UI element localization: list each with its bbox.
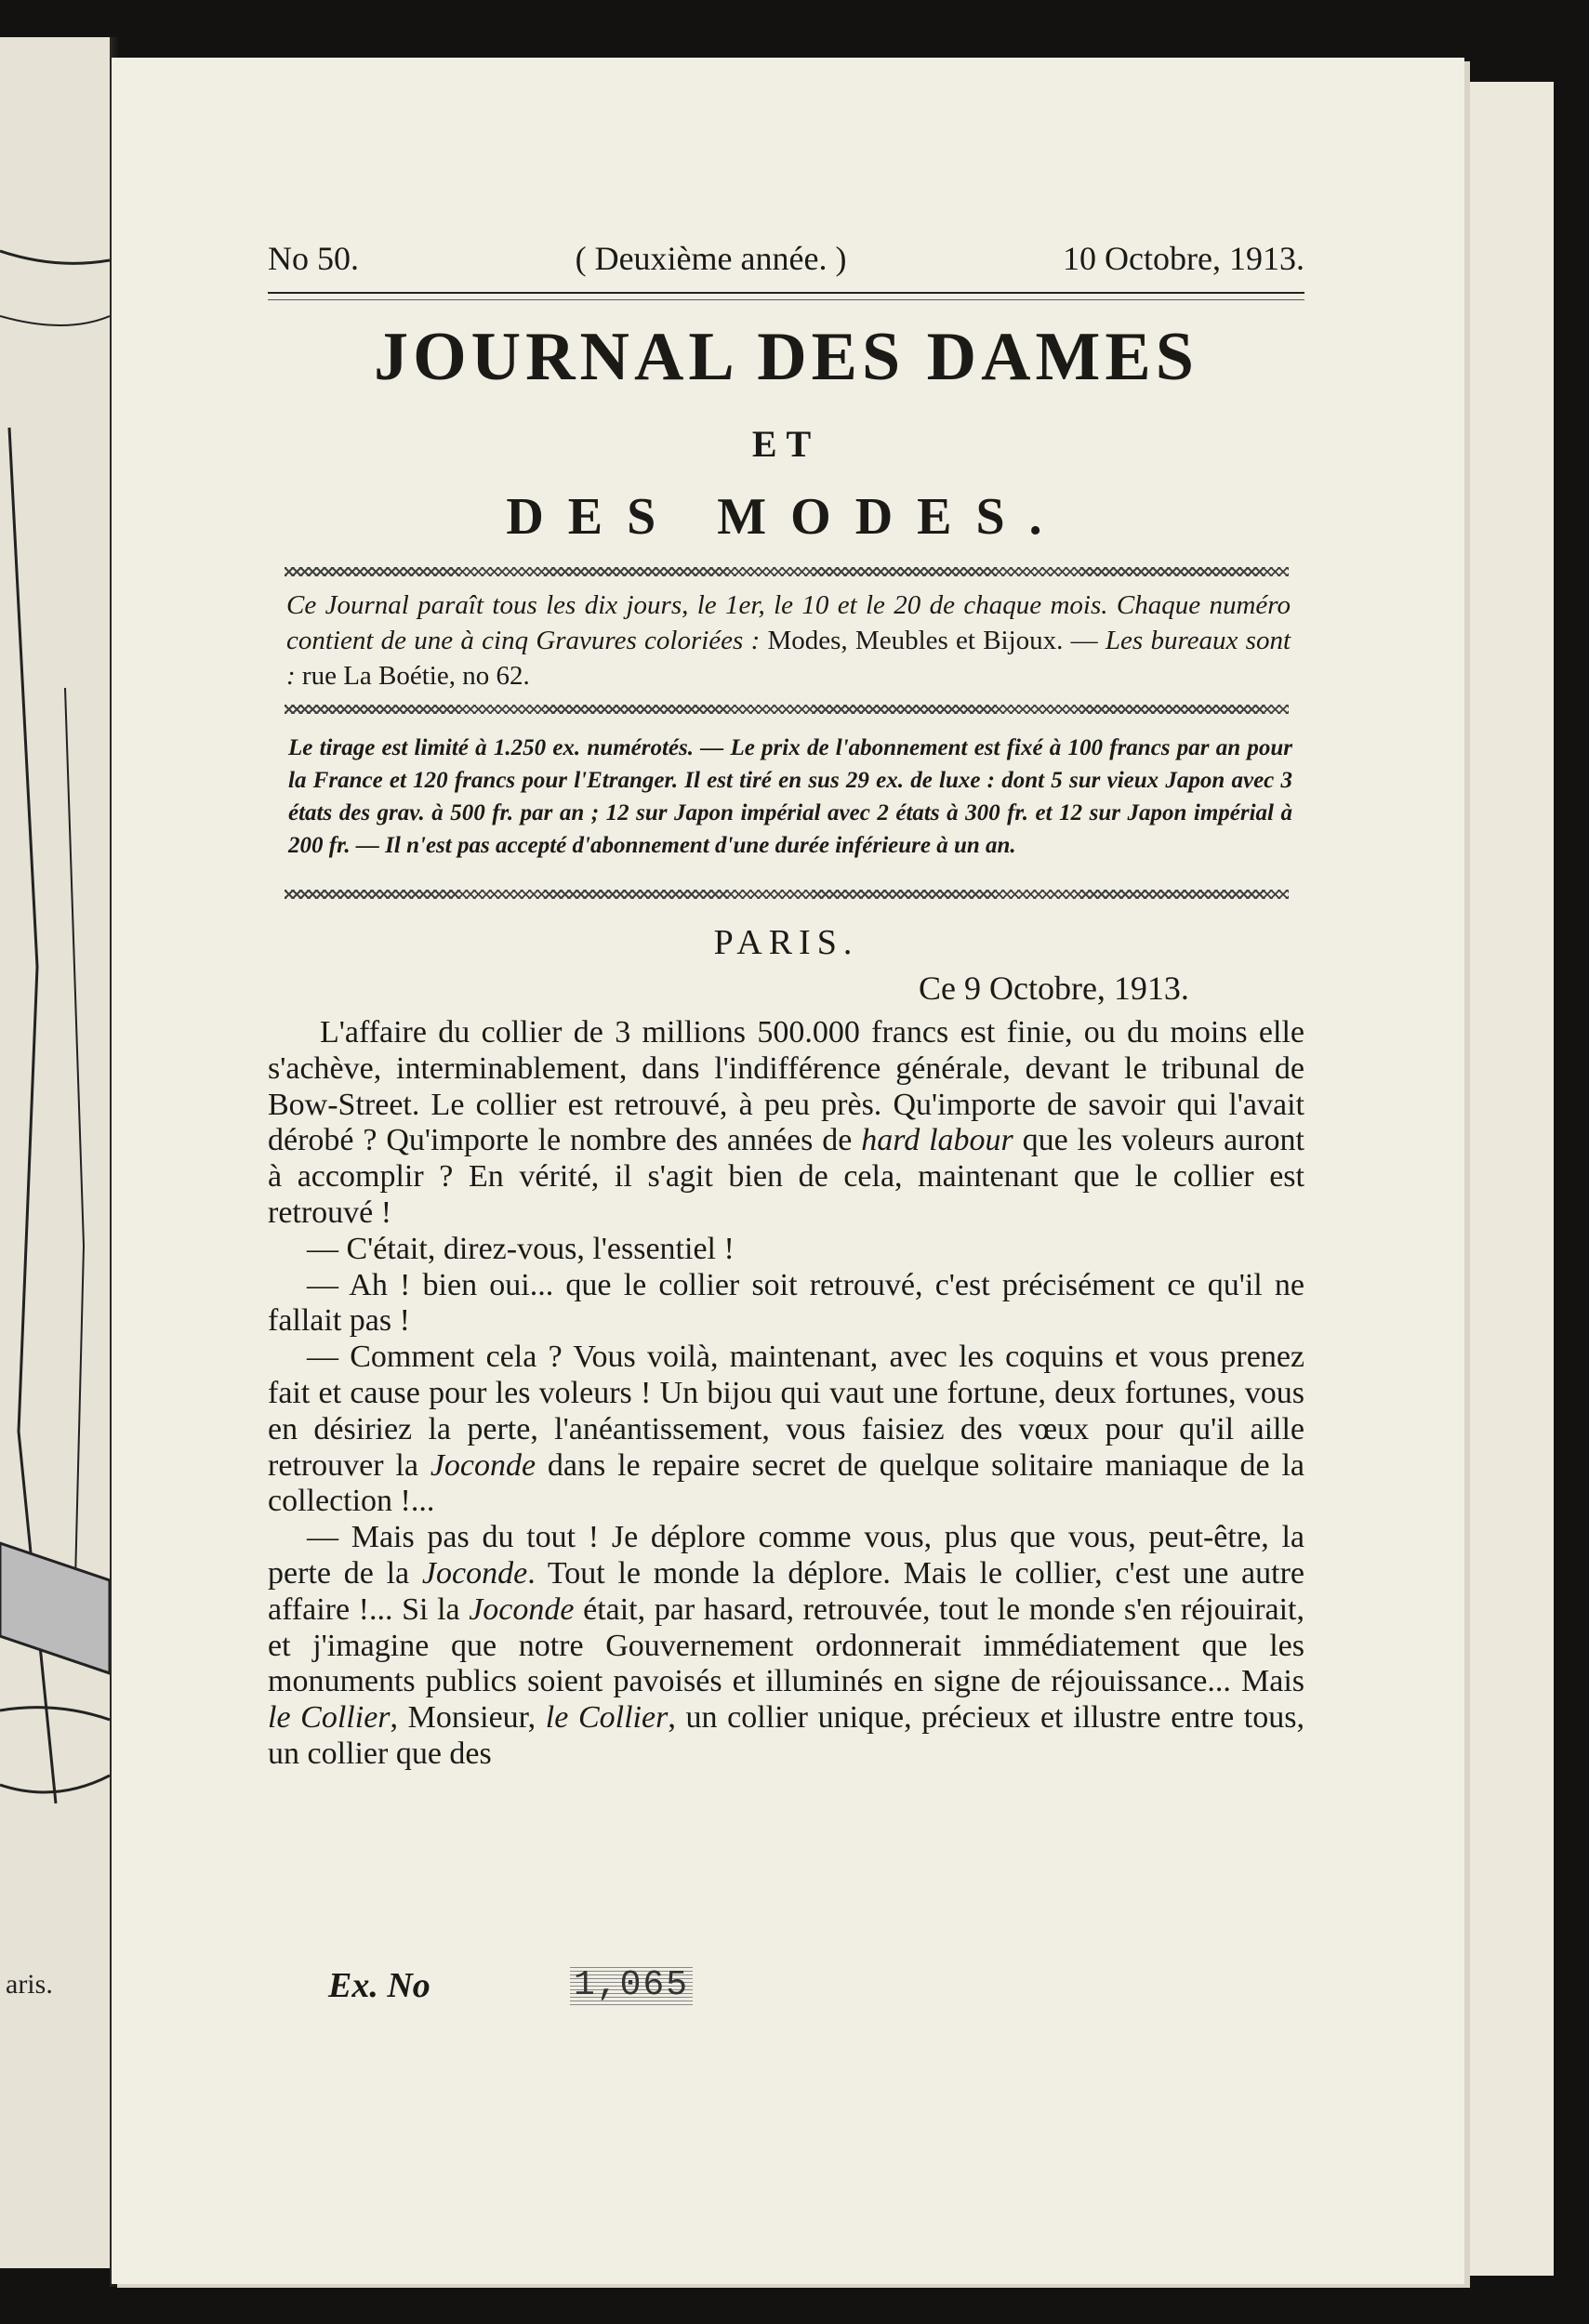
text-run: dans le repaire secret de quelque solitaire maniaque de la collection !... — [268, 1447, 1304, 1519]
engraving-fragment — [0, 37, 110, 2268]
text-run: — Comment cela ? Vous voilà, maintenant, avec les coquins et vous prenez fait et cause pour les voleurs ! Un bijou qui vaut une fortune, deux fortunes, vous en désiriez la perte, l'anéantissement, vous faisiez des vœux pour qu'il aille retrouver la — [268, 1340, 1304, 1483]
text-run: , un collier unique, précieux et illustre entre tous, un collier que des — [268, 1700, 1304, 1771]
text-run: , Monsieur, — [390, 1700, 546, 1736]
text-emphasis: hard labour — [861, 1123, 1013, 1158]
copy-number-stamp: 1,065 — [570, 1965, 693, 2005]
notice-categories: Modes, Meubles et Bijoux. — — [767, 626, 1106, 655]
paragraph: — Ah ! bien oui... que le collier soit retrouvé, c'est précisément ce qu'il ne fallait pas ! — [268, 1267, 1304, 1339]
page-edges — [1450, 82, 1554, 2276]
notice-text: Ce Journal paraît tous les dix jours, le 1er, le 10 et le 20 de chaque mois. Chaque numéro contient de une à cinq Gravures coloriées : — [286, 590, 1291, 655]
masthead-subtitle: DES MODES. — [506, 488, 1066, 546]
article-body — [268, 1015, 1304, 1773]
issue-date: 10 Octobre, 1913. — [1063, 240, 1304, 277]
paragraph — [268, 1520, 1304, 1773]
subscription-notice: Le tirage est limité à 1.250 ex. numérotés. — Le prix de l'abonnement est fixé à 100 francs par an pour la France et 120 francs pour l'Etranger. Il est tiré en sus 29 ex. de luxe : dont 5 sur vieux Japon avec 3 états des grav. à 500 fr. par an ; 12 sur Japon impérial avec 2 états à 300 fr. et 12 sur Japon impérial à 200 fr. — Il n'est pas accepté d'abonnement d'une durée inférieure à un an. — [288, 735, 1292, 858]
header-rule — [268, 292, 1304, 300]
text-run: . Tout le monde la déplore. Mais le collier, c'est une autre affaire !... Si la — [268, 1555, 1305, 1627]
paragraph — [268, 1340, 1304, 1520]
issue-number: No 50. — [268, 240, 359, 277]
masthead-connector: ET — [751, 423, 821, 465]
publication-notice — [286, 588, 1291, 693]
text-run: — Mais pas du tout ! Je déplore comme vous, plus que vous, peut-être, la perte de la — [268, 1520, 1304, 1591]
copy-number-label: Ex. No — [328, 1966, 430, 2005]
paragraph: — C'était, direz-vous, l'essentiel ! — [307, 1231, 735, 1266]
text-emphasis: Joconde — [430, 1447, 536, 1483]
notice-bureaux-label: Les bureaux sont : — [286, 626, 1291, 691]
ornament-rule — [285, 567, 1289, 576]
masthead-title: JOURNAL DES DAMES — [374, 319, 1198, 395]
previous-page-edge — [0, 37, 113, 2268]
text-run: était, par hasard, retrouvée, tout le monde s'en réjouirait, et j'imagine que notre Gouvernement ordonnerait immédiatement que les monuments publics soient pavoisés et illuminés en signe de réjouissance... Mais — [268, 1591, 1304, 1699]
text-run: que les voleurs auront à accomplir ? En vérité, il s'agit bien de cela, maintenant que le collier est retrouvé ! — [268, 1123, 1305, 1230]
text-emphasis: le Collier — [545, 1700, 669, 1736]
paragraph — [268, 1015, 1304, 1232]
notice-address-value: rue La Boétie, no 62. — [295, 661, 530, 691]
ornament-rule — [285, 705, 1289, 714]
issue-header — [268, 239, 1304, 278]
text-emphasis: Joconde — [469, 1591, 575, 1627]
section-title: PARIS. — [713, 923, 859, 962]
previous-page-text: aris. — [6, 1969, 53, 2000]
journal-page — [112, 58, 1464, 2284]
text-emphasis: le Collier — [268, 1700, 391, 1736]
text-run: L'affaire du collier de 3 millions 500.000 francs est finie, ou du moins elle s'achève, interminablement, dans l'indifférence générale, devant le tribunal de Bow-Street. Le collier est retrouvé, à peu près. Qu'importe de savoir qui l'avait dérobé ? Qu'importe le nombre des années de — [268, 1015, 1304, 1158]
issue-year: ( Deuxième année. ) — [575, 240, 847, 277]
dateline: Ce 9 Octobre, 1913. — [919, 970, 1189, 1007]
ornament-rule — [285, 890, 1289, 899]
text-emphasis: Joconde — [421, 1555, 528, 1591]
